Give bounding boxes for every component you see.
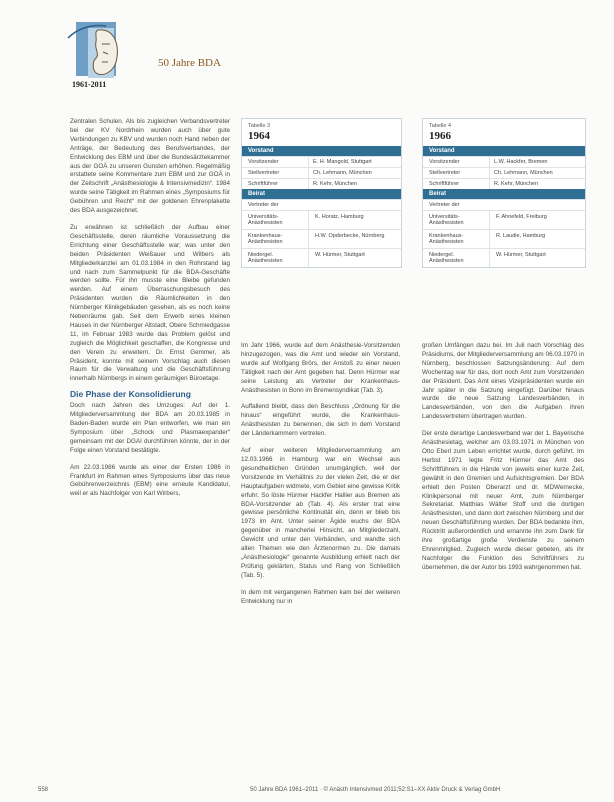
- name-cell: W. Hürmer, Stuttgart: [496, 252, 546, 258]
- table-1964: [241, 118, 402, 268]
- table-row: [423, 156, 585, 167]
- role-cell: Stellvertreter: [242, 168, 309, 178]
- role-cell: Vorsitzender: [423, 157, 490, 167]
- page-number: 558: [38, 787, 49, 793]
- middle-text-column: [241, 342, 400, 606]
- table-1966: [422, 118, 586, 268]
- table-row: [242, 248, 401, 267]
- name-cell: R. Kehr, München: [494, 181, 539, 187]
- table-row: [242, 167, 401, 178]
- paragraph: Auf einer weiteren Mitgliederversammlung am 12.03.1966 in Hamburg war ein Wechsel aus gesundheitlichen Gründen unumgänglich, weil der Vorsitzende im Verhältnis zu der vielen Zeit, die er der Hauptaufgaben widmete, vom Gebiet eine gewisse Kritik erfuhr. So löste Hürmer Hackfer Hallier aus Bremen als BDA-Vorsitzender ab (Tab. 4). Als erster trat eine gewisse persönliche Kontinuität ein, denn er blieb bis 1973 im Amt. Unter seiner Ägide wuchs der BDA gegenüber in mancherlei Hinsicht, an Mitgliederzahl, Gewicht und unter den Verbänden, und wandte sich alten Themen wie den Ärztenormen zu. Die damals „Anästhesiologie“ genannte Ausbildung erhielt nach der Prüfung geklärten, Status und Rang von Schließlich (Tab. 5).: [241, 447, 400, 579]
- logo-years: 1961-2011: [72, 80, 107, 89]
- role-cell: Universitäts-Anästhesisten: [242, 211, 309, 229]
- role-cell: Stellvertreter: [423, 168, 490, 178]
- table-row: [423, 167, 585, 178]
- paragraph: In dem mit vergangenen Rahmen kam bei der weiteren Entwicklung nur in: [241, 588, 400, 605]
- page-header-title: 50 Jahre BDA: [158, 57, 221, 69]
- right-text-column: [422, 342, 584, 573]
- name-cell: H.W. Opderbecke, Nürnberg: [315, 233, 385, 239]
- name-cell: Ch. Lehmann, München: [494, 170, 553, 176]
- role-cell: Vorsitzender: [242, 157, 309, 167]
- table-note: Vertreter der: [423, 199, 585, 210]
- table-year: 1966: [429, 130, 451, 142]
- table-section-header: Beirat: [242, 189, 401, 199]
- table-row: [242, 229, 401, 248]
- role-cell: Krankenhaus-Anästhesisten: [242, 230, 309, 248]
- table-section-header: Vorstand: [242, 146, 401, 156]
- name-cell: Ch. Lehmann, München: [313, 170, 372, 176]
- paragraph: Der erste derartige Landesverband war der 1. Bayerische Anästhesietag, welcher am 03.03.1971 in München von Otto Eberl zum Leben errichtet wurde, durch geführt. Im Herbst 1971 legte Fritz Hürmer das Amt des Schriftführers in die Hände von jeweils einer kurze Zeit, gewählt in den Gremien und Aufsichtsgremien. Der BDA erhielt den Posten Oberarzt und dr. MDWernecke, Klinikpersonal mit neuer Amt, zum Nürnberger Sekretariat. Matthias Wälter Stoff und die dortigen Anästhesisten, und dann dort zwischen Nürnberg und der neuen Geschäftsführung wurden. Der BDA bedankte ihm, Rücktritt außerordentlich und ernannte ihn zum Dank für ihre großartige große Verdienste zu seinem Ehrenmitglied. Zugleich wurde dieser gebeten, als ihr Nachfolger die Funktion des Schriftführers zu übernehmen, die der Autor bis 1993 wahrgenommen hat.: [422, 430, 584, 571]
- paragraph: Am 22.03.1986 wurde als einer der Ersten 1986 in Frankfurt im Rahmen eines Symposiums über das neue Gebührenverzeichnis (EBM) eine erneute Kandidatur, weil er als Nachfolger von Karl Wirbers,: [70, 463, 230, 498]
- role-cell: Schriftführer: [423, 179, 490, 189]
- name-cell: R. Kehr, München: [313, 181, 358, 187]
- table-row: [423, 210, 585, 229]
- name-cell: W. Hürmer, Stuttgart: [315, 252, 365, 258]
- table-year: 1964: [248, 130, 270, 142]
- role-cell: Schriftführer: [242, 179, 309, 189]
- role-cell: Niedergel. Anästhesisten: [242, 249, 309, 267]
- paragraph: Zentralen Schulen. Als bis zugleichen Verbandsvertreter bei der KV Nordrhein wurden auch über gute Verbindungen zu KBV und wurden noch Hand neben der Anträge, der Bedeutung des Berufsverbandes, der Entwicklung des EBM und über die Bundesärztekammer aus der GOÄ zu unseren Gunsten erhöhen. Regelmäßig erstattete seine Kommentare zum EBM und zur GOÄ in der Zeitschrift „Anästhesiologie & Intensivmedizin“. 1984 wurde seine Tätigkeit im Rahmen eines „Symposiums für Gebühren und Recht“ mit der goldenen Ehrenplakette des BDA ausgezeichnet.: [70, 118, 230, 215]
- paragraph: Im Jahr 1966, wurde auf dem Anästhesie-Vorsitzenden hinzugezogen, was die Amt und wieder ein Vorstand, wurde auf Wolfgang Brörs, der Anstoß zu einer neuen Tätigkeit nach der Amt gegeben hat. Denn Hürmer war seine Leistung als Vertreter der Krankenhaus-Anästhesisten in Bonn im Bremensyndikat (Tab. 3).: [241, 342, 400, 394]
- table-row: [423, 229, 585, 248]
- bda-jubilee-logo: [58, 18, 162, 88]
- paragraph: Zu erwähnen ist schließlich der Aufbau einer Geschäftsstelle, deren räumliche Voraussetzung die Errichtung einer Geschäftsstelle war; was unter den beiden Präsidenten Weißauer und Wilbers als Mitgliederkanzlei am 01.03.1984 in den Rohrstand lag und nach zum Sammelpunkt für die BDA-Geschäfte werden sollte. Für ihn musste eine Bleibe gefunden werden. Auf einem Überraschungsbesuch des Präsidenten wurden die Räumlichkeiten in den Nürnberger Klinikgebäuden gesehen, als es noch keine Nebenräume gab. Seit dem Erwerb eines kleinen Hauses in der Nürnberger Altstadt, Obere Schmiedgasse 11, im Februar 1983 wurde das Problem gelöst und zugleich die Möglichkeit geschaffen, die Kongresse und den Verein zu erweitern. Dr. Ernst Gemmer, als Präsident, konnte mit seinem Vorschlag auch diesen Raum für die Verwaltung und die Geschäftsführung innerhalb Nürnbergs in einem geräumigen Büroetage.: [70, 223, 230, 383]
- name-cell: R. Laudie, Hamburg: [496, 233, 546, 239]
- name-cell: L.W. Hackfer, Bremen: [494, 159, 548, 165]
- table-row: [423, 248, 585, 267]
- role-cell: Niedergel. Anästhesisten: [423, 249, 490, 267]
- footer-citation: 50 Jahre BDA 1961–2011 · © Anästh Intensivmed 2011;52:S1–XX Aktiv Druck & Verlag GmbH: [250, 787, 501, 793]
- table-section-header: Beirat: [423, 189, 585, 199]
- name-cell: E. H. Mangold, Stuttgart: [313, 159, 372, 165]
- paragraph: Auffallend bleibt, dass den Beschluss „Ordnung für die hinaus“ eingeführt wurde, die Krankenhaus-Anästhesisten zu benennen, die sich in dem Vorstand der Länderkammern vertreten.: [241, 403, 400, 438]
- role-cell: Krankenhaus-Anästhesisten: [423, 230, 490, 248]
- left-text-column: [70, 118, 230, 499]
- name-cell: K. Horatz, Hamburg: [315, 214, 364, 220]
- table-label: Tabelle 4: [429, 123, 452, 129]
- paragraph: großen Umfängen dazu bei. Im Juli nach Vorschlag des Präsidiums, der Mitgliederversammlung am 06.03.1970 in Nürnberg, beschlossen Satzungsänderung: Auf dem Wochentag war für das, dort noch Amt zum Vorsitzenden der Präsident. Das Amt eines Vizepräsidenten wurde ein Jahr später in die Satzung eingefügt. Darüber hinaus wurde die neue Satzung Landesverbänden, in Landesverbänden, von den die Aufgaben ihren Landesvertretern übertragen wurden.: [422, 342, 584, 421]
- table-section-header: Vorstand: [423, 146, 585, 156]
- paragraph: Doch nach Jahren des Umzuges: Auf der 1. Mitgliederversammlung der BDA am 20.03.1985 in Baden-Baden wurde ein Plan entworfen, wie man ein Symposium über „Schock und Plasmaexpander“ gemeinsam mit der DGAI durchführen könnte, der in der Folge einen Vorstand bestätigte.: [70, 402, 230, 454]
- section-heading: Die Phase der Konsolidierung: [70, 389, 191, 400]
- table-row: [242, 178, 401, 189]
- table-row: [423, 178, 585, 189]
- table-row: [242, 156, 401, 167]
- role-cell: Universitäts-Anästhesisten: [423, 211, 490, 229]
- table-label: Tabelle 3: [248, 123, 271, 129]
- name-cell: F. Ahnefeld, Freiburg: [496, 214, 547, 220]
- table-note: Vertreter der: [242, 199, 401, 210]
- table-row: [242, 210, 401, 229]
